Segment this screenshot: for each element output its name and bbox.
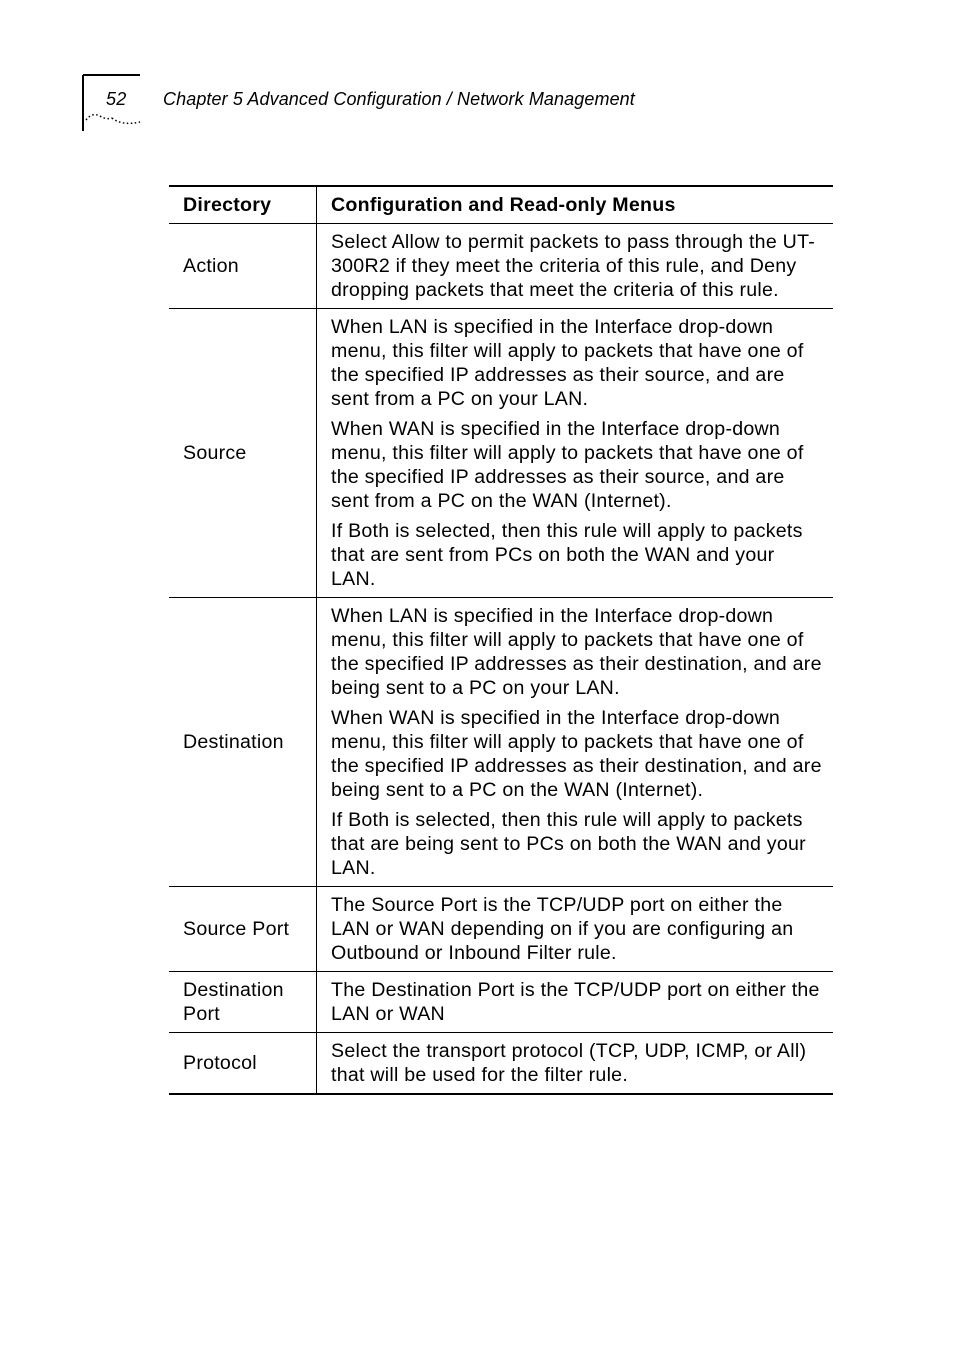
description-paragraph: When LAN is specified in the Interface drop-down menu, this filter will apply to packets that have one of the specified IP addresses as their source, and are sent from a PC on your LAN.: [331, 316, 804, 410]
description-cell: [317, 1033, 834, 1095]
table-row-action: [169, 224, 833, 309]
description-paragraph: Select Allow to permit packets to pass through the UT-300R2 if they meet the criteria of this rule, and Deny dropping packets that meet the criteria of this rule.: [331, 231, 815, 301]
page-number: 52: [106, 89, 127, 109]
configuration-table: [169, 185, 833, 1095]
directory-cell: Action: [169, 224, 317, 309]
table-row-destination: [169, 598, 833, 887]
description-cell: [317, 972, 834, 1033]
description-paragraph: If Both is selected, then this rule will apply to packets that are being sent to PCs on both the WAN and your LAN.: [331, 809, 806, 879]
directory-cell: Destination Port: [169, 972, 317, 1033]
description-cell: [317, 224, 834, 309]
description-paragraph: When WAN is specified in the Interface drop-down menu, this filter will apply to packets that have one of the specified IP addresses as their source, and are sent from a PC on the WAN (Internet).: [331, 418, 804, 512]
chapter-title: Chapter 5 Advanced Configuration / Network Management: [163, 89, 635, 109]
table-header-row: [169, 186, 833, 224]
description-paragraph: When WAN is specified in the Interface drop-down menu, this filter will apply to packets that have one of the specified IP addresses as their destination, and are being sent to a PC on the WAN (Internet).: [331, 707, 822, 801]
directory-cell: Protocol: [169, 1033, 317, 1095]
directory-cell: Source Port: [169, 887, 317, 972]
description-paragraph: The Source Port is the TCP/UDP port on either the LAN or WAN depending on if you are configuring an Outbound or Inbound Filter rule.: [331, 894, 794, 964]
description-cell: [317, 309, 834, 598]
directory-cell: Source: [169, 309, 317, 598]
description-cell: [317, 887, 834, 972]
table-row-source: [169, 309, 833, 598]
description-cell: [317, 598, 834, 887]
directory-cell: Destination: [169, 598, 317, 887]
description-paragraph: Select the transport protocol (TCP, UDP, ICMP, or All) that will be used for the filter rule.: [331, 1040, 807, 1086]
table-row-destination-port: [169, 972, 833, 1033]
description-paragraph: The Destination Port is the TCP/UDP port on either the LAN or WAN: [331, 979, 820, 1025]
description-paragraph: If Both is selected, then this rule will apply to packets that are sent from PCs on both the WAN and your LAN.: [331, 520, 803, 590]
description-paragraph: When LAN is specified in the Interface drop-down menu, this filter will apply to packets that have one of the specified IP addresses as their destination, and are being sent to a PC on your LAN.: [331, 605, 822, 699]
table-row-protocol: [169, 1033, 833, 1095]
column-header-directory: Directory: [169, 186, 317, 224]
table-row-source-port: [169, 887, 833, 972]
page-header: [82, 74, 782, 134]
column-header-menus: Configuration and Read-only Menus: [317, 186, 834, 224]
